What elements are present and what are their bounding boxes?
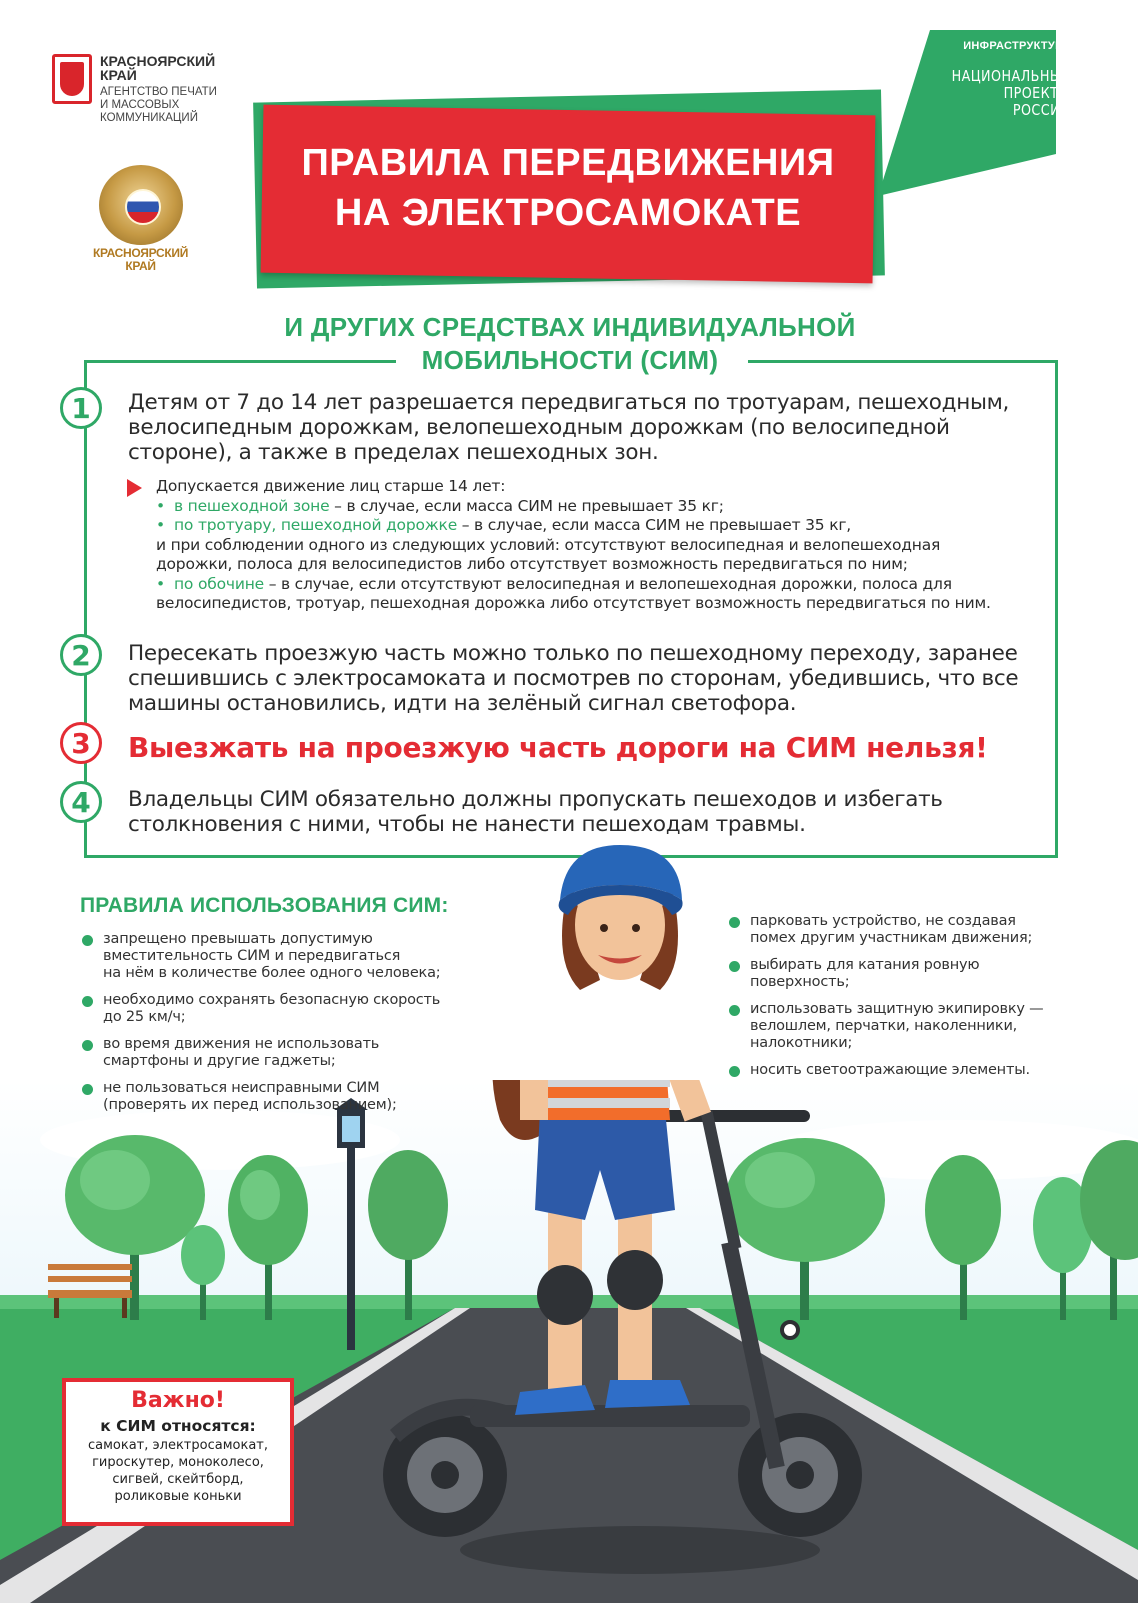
list-item: не пользоваться неисправными СИМ (проверять их перед использованием); xyxy=(80,1080,480,1114)
np-line3: РОССИИ xyxy=(1012,101,1070,119)
list-item: использовать защитную экипировку — велошлем, перчатки, наколенники, налокотники; xyxy=(727,1001,1087,1052)
subtitle xyxy=(200,311,940,377)
title-line1: ПРАВИЛА ПЕРЕДВИЖЕНИЯ xyxy=(301,142,835,184)
agency-name-line1: КРАСНОЯРСКИЙ xyxy=(100,53,216,69)
title-line2: НА ЭЛЕКТРОСАМОКАТЕ xyxy=(334,192,802,234)
rule-number-1: 1 xyxy=(60,387,102,429)
agency-sub-line3: КОММУНИКАЦИЙ xyxy=(100,112,198,124)
important-subtitle: к СИМ относятся: xyxy=(100,1417,256,1435)
usage-title: ПРАВИЛА ИСПОЛЬЗОВАНИЯ СИМ: xyxy=(80,894,449,917)
rule-1-line3: стороне), а также в пределах пешеходных зон. xyxy=(128,440,659,465)
details-bullet-2: • по тротуару, пешеходной дорожке – в случае, если масса СИМ не превышает 35 кг, xyxy=(156,516,852,534)
rule-number-4: 4 xyxy=(60,781,102,823)
gibdd-logo xyxy=(88,165,193,273)
important-item-4: роликовые коньки xyxy=(114,1489,242,1504)
np-line2: ПРОЕКТЫ xyxy=(1003,84,1070,102)
gibdd-region-line2: КРАЙ xyxy=(125,259,156,273)
subtitle-line1: И ДРУГИХ СРЕДСТВАХ ИНДИВИДУАЛЬНОЙ xyxy=(284,312,856,342)
list-item: носить светоотражающие элементы. xyxy=(727,1062,1087,1079)
important-items xyxy=(66,1437,290,1505)
usage-list-right xyxy=(727,913,1087,1089)
details-intro: Допускается движение лиц старше 14 лет: xyxy=(156,477,506,495)
gibdd-emblem-icon xyxy=(99,165,183,245)
gibdd-region-line1: КРАСНОЯРСКИЙ xyxy=(92,246,189,260)
important-item-1: самокат, электросамокат, xyxy=(87,1438,268,1453)
page-title xyxy=(262,138,874,238)
rule-2-text xyxy=(128,641,1018,716)
list-item: парковать устройство, не создавая помех другим участникам движения; xyxy=(727,913,1087,947)
rule-number-3: 3 xyxy=(60,722,102,764)
important-item-2: гироскутер, моноколесо, xyxy=(92,1455,264,1470)
details-bullet-2-line2: и при соблюдении одного из следующих условий: отсутствуют велосипедная и велопешеходная xyxy=(156,535,941,554)
details-bullet-1: • в пешеходной зоне – в случае, если масса СИМ не превышает 35 кг; xyxy=(156,496,724,515)
rule-2-line1: Пересекать проезжую часть можно только по пешеходному переходу, заранее xyxy=(128,641,1018,666)
national-project-logo xyxy=(930,40,1070,119)
krasnoyarsk-crest-icon xyxy=(52,54,92,104)
rule-1-line2: велосипедным дорожкам, велопешеходным дорожкам (по велосипедной xyxy=(128,415,950,440)
rule-4-line1: Владельцы СИМ обязательно должны пропускать пешеходов и избегать xyxy=(128,787,943,812)
rule-4-line2: столкновения с ними, чтобы не нанести пешеходам травмы. xyxy=(128,812,806,837)
important-item-3: сигвей, скейтборд, xyxy=(112,1472,244,1487)
np-infrastructure: ИНФРАСТРУКТУРА xyxy=(963,40,1070,52)
rule-2-line3: машины остановились, идти на зелёный сигнал светофора. xyxy=(128,691,797,716)
agency-name-line2: КРАЙ xyxy=(100,67,137,83)
rule-1-details xyxy=(156,477,1046,614)
subtitle-line2: МОБИЛЬНОСТИ (СИМ) xyxy=(410,345,731,375)
list-item: необходимо сохранять безопасную скорость до 25 км/ч; xyxy=(80,992,480,1026)
agency-sub-line2: И МАССОВЫХ xyxy=(100,99,180,111)
details-bullet-3-line2: велосипедистов, тротуар, пешеходная дорожка либо отсутствует возможность передвигаться по ним. xyxy=(156,594,991,612)
list-item: выбирать для катания ровную поверхность; xyxy=(727,957,1087,991)
agency-logo xyxy=(52,54,217,125)
agency-sub-line1: АГЕНТСТВО ПЕЧАТИ xyxy=(100,86,217,98)
rule-4-text xyxy=(128,787,943,837)
important-title: Важно! xyxy=(131,1388,225,1413)
details-bullet-3: • по обочине – в случае, если отсутствуют велосипедная и велопешеходная дорожки, полоса для xyxy=(156,574,952,593)
red-triangle-icon xyxy=(127,479,142,497)
usage-list-left xyxy=(80,931,480,1124)
list-item: запрещено превышать допустимую вместительность СИМ и передвигаться на нём в количестве более одного человека; xyxy=(80,931,480,982)
important-note-box xyxy=(62,1378,294,1526)
rule-2-line2: спешившись с электросамоката и посмотрев по сторонам, убедившись, что все xyxy=(128,666,1019,691)
girl-head-icon xyxy=(540,840,700,1000)
details-bullet-2-line3: дорожки, полоса для велосипедистов либо отсутствует возможность передвигаться по ним; xyxy=(156,555,908,573)
list-item: во время движения не использовать смартфоны и другие гаджеты; xyxy=(80,1036,480,1070)
rule-number-2: 2 xyxy=(60,634,102,676)
rule-3-text: Выезжать на проезжую часть дороги на СИМ нельзя! xyxy=(128,731,988,764)
np-line1: НАЦИОНАЛЬНЫЕ xyxy=(951,67,1070,85)
rule-1-text xyxy=(128,390,1009,465)
rule-1-line1: Детям от 7 до 14 лет разрешается передвигаться по тротуарам, пешеходным, xyxy=(128,390,1010,415)
